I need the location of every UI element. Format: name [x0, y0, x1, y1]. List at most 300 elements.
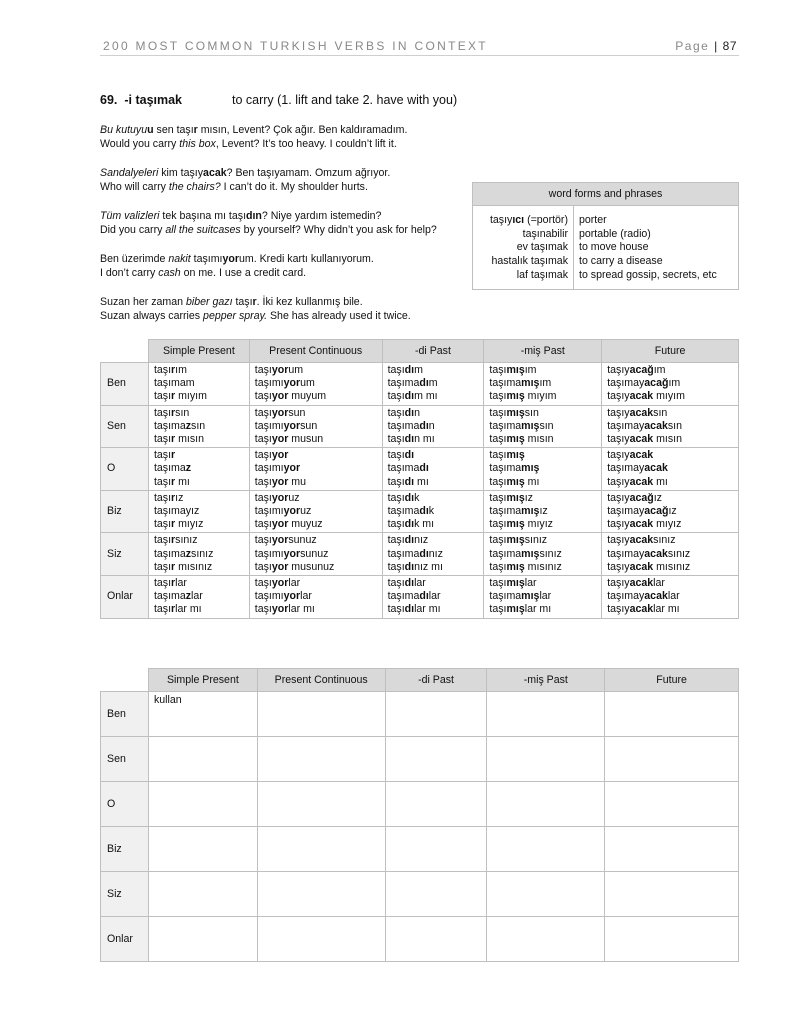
conjugation-cell [249, 405, 382, 448]
text-run: taşı [489, 475, 507, 488]
text-run: taşımayız [153, 505, 200, 518]
table-row [101, 405, 739, 448]
table-row [101, 533, 739, 576]
page-number: 87 [722, 39, 737, 53]
text-run: ev taşımak [516, 241, 568, 254]
conjugation-form [154, 462, 244, 475]
text-run: lar [539, 590, 552, 603]
practice-cell[interactable] [487, 737, 605, 782]
text-run: taşı [387, 491, 405, 504]
text-run: Sandalyeleri [100, 167, 159, 179]
text-run: mı [175, 475, 190, 488]
column-header: Future [602, 340, 739, 363]
text-run: nakit [168, 253, 191, 265]
text-run: taşı [489, 406, 507, 419]
conjugation-form [388, 476, 479, 489]
text-run: taşıy [607, 475, 630, 488]
text-run: taşıy [607, 364, 630, 376]
text-run: taşı [387, 449, 405, 462]
text-run: r [171, 518, 176, 531]
conjugation-cell [484, 448, 602, 491]
conjugation-form [388, 449, 479, 462]
text-run: taşıma [489, 547, 522, 560]
practice-cell[interactable]: kullan [148, 692, 257, 737]
text-run: taşımı [254, 377, 284, 390]
practice-cell[interactable] [605, 692, 739, 737]
table-row [101, 917, 739, 962]
conjugation-form [489, 534, 596, 547]
word-forms-english [574, 206, 739, 290]
practice-cell[interactable] [385, 827, 487, 872]
practice-cell[interactable] [605, 827, 739, 872]
text-run: taşımay [607, 377, 645, 390]
conjugation-cell [148, 576, 249, 619]
text-run: taşı [489, 491, 507, 504]
conjugation-cell [602, 576, 739, 619]
conjugation-form [607, 603, 733, 616]
text-run: m [428, 377, 438, 390]
text-run: acak [629, 603, 654, 616]
conjugation-form [607, 534, 733, 547]
text-run: acak [629, 433, 654, 446]
text-run: dı [404, 577, 415, 590]
text-run: lar [667, 590, 680, 603]
text-run: taşı [153, 364, 172, 376]
text-run: taşı [489, 449, 507, 462]
text-run: dı [419, 377, 429, 390]
text-run: dı [404, 406, 415, 419]
practice-cell[interactable] [257, 737, 385, 782]
conjugation-form [489, 390, 596, 403]
word-form [478, 241, 568, 255]
practice-cell[interactable] [148, 872, 257, 917]
word-form [478, 269, 568, 283]
text-run: taşı [489, 560, 507, 573]
text-run: dı [404, 475, 415, 488]
text-run: mış [506, 390, 525, 403]
text-run: yor [271, 475, 289, 488]
text-run: taşıma [489, 462, 522, 475]
text-run: taşı [254, 491, 272, 504]
text-run: nız mı [414, 560, 443, 573]
practice-cell[interactable] [385, 737, 487, 782]
conjugation-form [154, 476, 244, 489]
text-run: r [171, 433, 176, 446]
column-header: -di Past [385, 669, 487, 692]
practice-cell[interactable] [148, 917, 257, 962]
word-form [478, 228, 568, 242]
text-run: yor [283, 419, 301, 432]
text-run: yor [271, 390, 289, 403]
table-row [101, 692, 739, 737]
column-header: -miş Past [484, 340, 602, 363]
verb-meaning: to carry (1. lift and take 2. have with you) [232, 93, 458, 107]
column-header: Present Continuous [257, 669, 385, 692]
example [100, 295, 480, 323]
text-run: dı [404, 603, 415, 616]
text-run: taşıma [153, 419, 186, 432]
conjugation-form [154, 390, 244, 403]
text-run: mış [506, 449, 525, 462]
text-run: sen taşı [153, 124, 194, 136]
conjugation-form [154, 377, 244, 390]
text-run: um. Kredi kartı kullanıyorum. [239, 253, 374, 265]
text-run: all the suitcases [165, 224, 241, 236]
text-run: nız [414, 534, 429, 547]
text-run: sunuz [288, 534, 317, 547]
text-run: taşı [153, 475, 172, 488]
text-run: yor [283, 590, 301, 603]
conjugation-cell [249, 448, 382, 491]
text-run: taşıma [489, 419, 522, 432]
word-form-meaning: to spread gossip, secrets, etc [579, 268, 717, 281]
text-run: sınız [175, 534, 198, 547]
text-run: taşıma [387, 419, 420, 432]
text-run: taşımı [254, 505, 284, 518]
text-run: taşıma [387, 377, 420, 390]
text-run: ız [653, 491, 662, 504]
text-run: mısın [175, 433, 204, 446]
text-run: dı [404, 518, 415, 531]
text-run: ız [668, 505, 677, 518]
text-run: dı [404, 449, 415, 462]
text-run: z [185, 547, 192, 560]
text-run: taşımay [607, 505, 645, 518]
text-run: ız [524, 491, 533, 504]
text-run: acak [644, 547, 668, 560]
text-run: r [171, 560, 176, 573]
text-run: ım [524, 364, 537, 376]
conjugation-form [489, 492, 596, 505]
word-forms-title: word forms and phrases [473, 183, 739, 206]
conjugation-form [607, 390, 733, 403]
word-forms-table [472, 182, 739, 290]
text-run: r [171, 364, 176, 376]
text-run: mı [524, 475, 540, 488]
text-run: mış [521, 377, 540, 390]
text-run: n mı [414, 433, 435, 446]
text-run: uz [288, 491, 300, 504]
text-run: lar mı [653, 603, 680, 616]
text-run: mısınız [524, 560, 562, 573]
text-run: mış [506, 560, 525, 573]
conjugation-cell [148, 363, 249, 406]
conjugation-form [489, 590, 596, 603]
conjugation-form [489, 449, 596, 462]
text-run: laf taşımak [516, 268, 568, 281]
text-run: sun [300, 419, 318, 432]
text-run: dı [404, 560, 415, 573]
conjugation-form [154, 364, 244, 377]
practice-cell[interactable] [257, 782, 385, 827]
conjugation-form [388, 505, 479, 518]
text-run: acağ [644, 505, 669, 518]
pronoun-cell: Siz [101, 533, 149, 576]
text-run: sın [175, 406, 190, 419]
text-run: taşı [387, 518, 405, 531]
practice-cell[interactable] [487, 827, 605, 872]
conjugation-form [489, 433, 596, 446]
conjugation-form [255, 364, 377, 377]
text-run: acak [629, 534, 654, 547]
text-run: taşınabilir [522, 227, 568, 240]
conjugation-cell [249, 363, 382, 406]
practice-cell[interactable] [257, 827, 385, 872]
text-run: sunuz [300, 547, 329, 560]
text-run: dı [404, 491, 415, 504]
conjugation-form [607, 462, 733, 475]
practice-cell[interactable] [257, 917, 385, 962]
text-run: k mı [414, 518, 435, 531]
text-run: mıyız [524, 518, 553, 531]
text-run: sınız [539, 547, 562, 560]
table-row [101, 576, 739, 619]
conjugation-cell [602, 448, 739, 491]
text-run: ım [175, 364, 187, 376]
conjugation-form [154, 603, 244, 616]
text-run: taşı [489, 518, 507, 531]
text-run: mış [506, 364, 525, 376]
text-run: dı [404, 534, 415, 547]
conjugation-form [607, 377, 733, 390]
corner-cell [101, 340, 149, 363]
text-run: r [171, 603, 176, 616]
text-run: ? Ben taşıyamam. Omzum ağrıyor. [226, 167, 391, 179]
text-run: taşımay [607, 419, 645, 432]
text-run: sınız [653, 534, 676, 547]
verb-number: 69. [100, 93, 118, 107]
text-run: taşı [387, 577, 405, 590]
conjugation-cell [148, 533, 249, 576]
text-run: taşı [387, 560, 405, 573]
text-run: taşıy [607, 577, 630, 590]
practice-cell[interactable] [385, 782, 487, 827]
conjugation-cell [484, 490, 602, 533]
example [100, 123, 480, 151]
practice-cell[interactable] [487, 782, 605, 827]
pronoun-cell: O [101, 782, 149, 827]
text-run: acağ [629, 364, 654, 376]
practice-cell[interactable] [605, 872, 739, 917]
text-run: Ben üzerimde [100, 253, 169, 265]
practice-cell[interactable] [605, 737, 739, 782]
text-run: taşı [254, 560, 272, 573]
text-run: taşı [387, 406, 405, 419]
text-run: mış [521, 462, 540, 475]
text-run: I can’t do it. My shoulder hurts. [220, 181, 368, 193]
text-run: mış [506, 406, 525, 419]
column-header: Present Continuous [249, 340, 382, 363]
practice-cell[interactable] [148, 782, 257, 827]
practice-cell[interactable] [148, 737, 257, 782]
conjugation-form [388, 364, 479, 377]
conjugation-cell [602, 490, 739, 533]
text-run: dı [419, 547, 429, 560]
example [100, 252, 480, 280]
conjugation-form [489, 407, 596, 420]
text-run: taşı [153, 603, 172, 616]
text-run: ım [653, 364, 666, 376]
text-run: mısınız [175, 560, 213, 573]
text-run: musun [288, 433, 324, 446]
text-run: r [171, 475, 176, 488]
text-run: yor [271, 433, 289, 446]
text-run: taşı [489, 433, 507, 446]
word-form [478, 255, 568, 269]
table-row [101, 827, 739, 872]
text-run: on me. I use a credit card. [180, 267, 307, 279]
text-run: taşı [153, 577, 172, 590]
conjugation-cell [249, 490, 382, 533]
table-row [101, 782, 739, 827]
practice-cell[interactable] [385, 917, 487, 962]
practice-cell[interactable] [148, 827, 257, 872]
text-run: taşıma [153, 547, 186, 560]
text-run: taşıma [387, 505, 420, 518]
text-run: taşı [153, 449, 172, 462]
text-run: musunuz [288, 560, 335, 573]
conjugation-form [154, 449, 244, 462]
conjugation-cell [382, 490, 484, 533]
conjugation-form [154, 420, 244, 433]
text-run: mıyız [175, 518, 204, 531]
text-run: mıyız [653, 518, 682, 531]
conjugation-form [388, 534, 479, 547]
text-run: lar [524, 577, 537, 590]
conjugation-cell [249, 533, 382, 576]
conjugation-form [489, 548, 596, 561]
conjugation-form [607, 364, 733, 377]
conjugation-cell [602, 405, 739, 448]
text-run: lar [653, 577, 665, 590]
conjugation-form [388, 492, 479, 505]
text-run: sın [191, 419, 206, 432]
conjugation-form [388, 407, 479, 420]
text-run: She has already used it twice. [267, 310, 411, 322]
text-run: yor [271, 491, 289, 504]
text-run: ıcı [512, 214, 525, 226]
text-run: yor [283, 547, 301, 560]
text-run: u [147, 124, 154, 136]
text-run: dı [404, 364, 415, 376]
text-run: ız [539, 505, 548, 518]
text-run: dı [404, 390, 415, 403]
practice-cell[interactable] [487, 917, 605, 962]
text-run: k [428, 505, 435, 518]
practice-cell[interactable] [257, 692, 385, 737]
text-run: mış [506, 534, 525, 547]
text-run: taşı [153, 491, 172, 504]
conjugation-form [388, 548, 479, 561]
text-run: um [288, 364, 304, 376]
conjugation-form [255, 561, 377, 574]
conjugation-form [255, 505, 377, 518]
text-run: mış [506, 577, 525, 590]
conjugation-form [255, 407, 377, 420]
text-run: taşıy [607, 603, 630, 616]
conjugation-cell [382, 405, 484, 448]
conjugation-form [255, 390, 377, 403]
conjugation-cell [148, 405, 249, 448]
text-run: taşımay [607, 462, 645, 475]
conjugation-table [100, 339, 739, 619]
conjugation-form [607, 476, 733, 489]
text-run: taşı [254, 518, 272, 531]
text-run: sun [288, 406, 306, 419]
conjugation-form [607, 407, 733, 420]
conjugation-form [388, 518, 479, 531]
text-run: taşımı [254, 590, 284, 603]
practice-cell[interactable] [385, 692, 487, 737]
practice-cell[interactable] [487, 872, 605, 917]
table-row [101, 737, 739, 782]
conjugation-form [388, 462, 479, 475]
text-run: taşıy [607, 491, 630, 504]
text-run: taşıma [387, 462, 420, 475]
pronoun-cell: Sen [101, 737, 149, 782]
pronoun-cell: Biz [101, 827, 149, 872]
text-run: acak [644, 590, 668, 603]
practice-cell[interactable] [605, 917, 739, 962]
text-run: taşı [387, 475, 405, 488]
verb-name: -i taşımak [124, 93, 183, 107]
text-run: yor [222, 253, 239, 265]
text-run: taşı [489, 534, 507, 547]
practice-cell[interactable] [605, 782, 739, 827]
text-run: cash [158, 267, 181, 279]
conjugation-form [388, 577, 479, 590]
text-run: taşı [254, 475, 272, 488]
conjugation-form [255, 433, 377, 446]
word-form-meaning: to move house [579, 241, 649, 254]
text-run: lar [191, 590, 203, 603]
pronoun-cell: O [101, 448, 149, 491]
text-run: taşıy [607, 560, 630, 573]
text-run: acağ [644, 377, 669, 390]
text-run: Suzan always carries [100, 310, 204, 322]
text-run: acak [644, 419, 668, 432]
practice-cell[interactable] [487, 692, 605, 737]
conjugation-form [255, 577, 377, 590]
conjugation-cell [382, 448, 484, 491]
conjugation-cell [602, 533, 739, 576]
conjugation-cell [484, 533, 602, 576]
text-run: kim taşıy [158, 167, 204, 179]
conjugation-form [489, 577, 596, 590]
text-run: lar [428, 590, 441, 603]
text-run: Who will carry [100, 181, 169, 193]
text-run: m mı [414, 390, 438, 403]
pronoun-cell: Biz [101, 490, 149, 533]
text-run: acak [629, 406, 654, 419]
text-run: yor [283, 462, 301, 475]
text-run: taşı [489, 364, 507, 376]
practice-cell[interactable] [385, 872, 487, 917]
conjugation-form [154, 407, 244, 420]
text-run: yor [271, 406, 289, 419]
text-run: taşı [489, 577, 507, 590]
conjugation-form [607, 420, 733, 433]
text-run: , Levent? It’s too heavy. I couldn’t lift it. [215, 138, 397, 150]
conjugation-form [388, 390, 479, 403]
conjugation-form [388, 420, 479, 433]
text-run: z [185, 590, 192, 603]
column-header: Future [605, 669, 739, 692]
text-run: yor [271, 518, 289, 531]
text-run: taşıy [607, 518, 630, 531]
practice-cell[interactable] [257, 872, 385, 917]
pronoun-cell: Ben [101, 692, 149, 737]
